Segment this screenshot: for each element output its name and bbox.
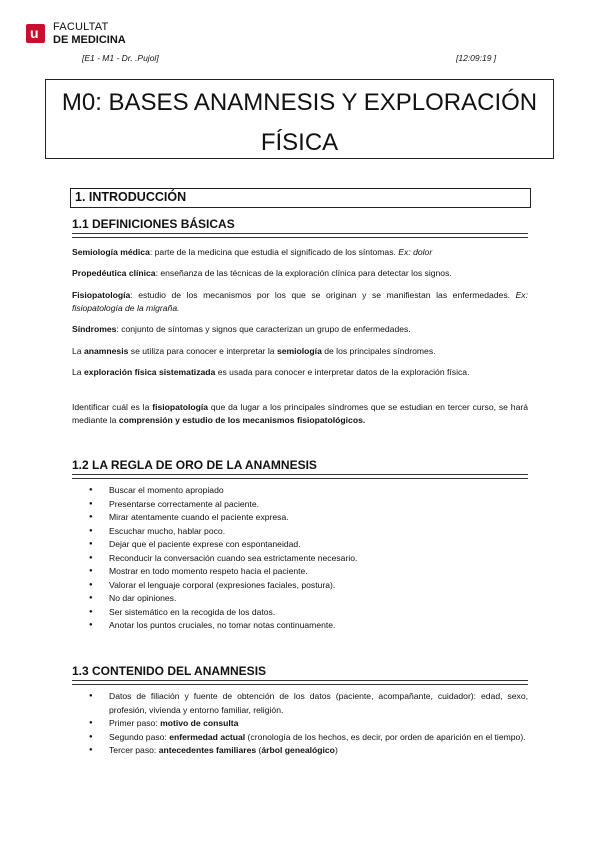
list-item: ● Primer paso: motivo de consulta: [72, 717, 528, 731]
university-logo: u: [26, 24, 45, 43]
paragraph-identificar: Identificar cuál es la fisiopatología que da lugar a los principales síndromes que se estudian en tercer curso, se hará mediante la comprensión y estudio de los mecanismos fisiopatológicos.: [72, 402, 528, 425]
definition-semiologia: Semiología médica: parte de la medicina que estudia el significado de los síntomas. Ex: dolor: [72, 247, 433, 257]
subsection-heading-regla-de-oro: 1.2 LA REGLA DE ORO DE LA ANAMNESIS: [72, 458, 528, 475]
list-item: ● Segundo paso: enfermedad actual (cronología de los hechos, es decir, por orden de aparición en el tiempo).: [72, 731, 528, 745]
subsection-heading-definiciones: 1.1 DEFINICIONES BÁSICAS: [72, 217, 528, 234]
paragraph-anamnesis: La anamnesis se utiliza para conocer e interpretar la semiología de los principales síndromes.: [72, 346, 436, 356]
subsection-heading-contenido: 1.3 CONTENIDO DEL ANAMNESIS: [72, 664, 528, 681]
list-item: ● Reconducir la conversación cuando sea estrictamente necesario.: [72, 552, 528, 566]
list-item: ● No dar opiniones.: [72, 592, 528, 606]
definition-fisiopatologia: Fisiopatología: estudio de los mecanismos por los que se originan y se manifiestan las enfermedades. Ex: fisiopatología de la migraña.: [72, 290, 528, 313]
list-item: ● Datos de filiación y fuente de obtención de los datos (paciente, acompañante, cuidador): edad, sexo, profesión, vivienda y entorno familiar, religión.: [72, 690, 528, 717]
faculty-name-line1: FACULTAT: [53, 21, 109, 33]
list-item: ● Anotar los puntos cruciales, no tomar notas continuamente.: [72, 619, 528, 633]
faculty-name-line2: DE MEDICINA: [53, 34, 126, 46]
definition-propedeutica: Propedéutica clínica: enseñanza de las técnicas de la exploración clínica para detectar los signos.: [72, 268, 452, 278]
list-item: ● Tercer paso: antecedentes familiares (árbol genealógico): [72, 744, 528, 758]
contenido-list: [72, 690, 528, 758]
list-item: ● Escuchar mucho, hablar poco.: [72, 525, 528, 539]
list-item: ● Ser sistemático en la recogida de los datos.: [72, 606, 528, 620]
list-item: ● Mirar atentamente cuando el paciente expresa.: [72, 511, 528, 525]
document-title: M0: BASES ANAMNESIS Y EXPLORACIÓN FÍSICA: [45, 79, 554, 159]
list-item: ● Dejar que el paciente exprese con espontaneidad.: [72, 538, 528, 552]
list-item: ● Presentarse correctamente al paciente.: [72, 498, 528, 512]
lecture-time: [12:09:19 ]: [456, 53, 497, 63]
list-item: ● Valorar el lenguaje corporal (expresiones faciales, postura).: [72, 579, 528, 593]
lecture-info: [E1 - M1 - Dr. .Pujol]: [82, 53, 159, 63]
section-heading-introduccion: 1. INTRODUCCIÓN: [70, 188, 531, 208]
paragraph-exploracion: La exploración física sistematizada es usada para conocer e interpretar datos de la exploración física.: [72, 367, 470, 377]
golden-rules-list: [72, 484, 528, 633]
list-item: ● Buscar el momento apropiado: [72, 484, 528, 498]
definition-sindromes: Síndromes: conjunto de síntomas y signos que caracterizan un grupo de enfermedades.: [72, 324, 411, 334]
list-item: ● Mostrar en todo momento respeto hacia el paciente.: [72, 565, 528, 579]
